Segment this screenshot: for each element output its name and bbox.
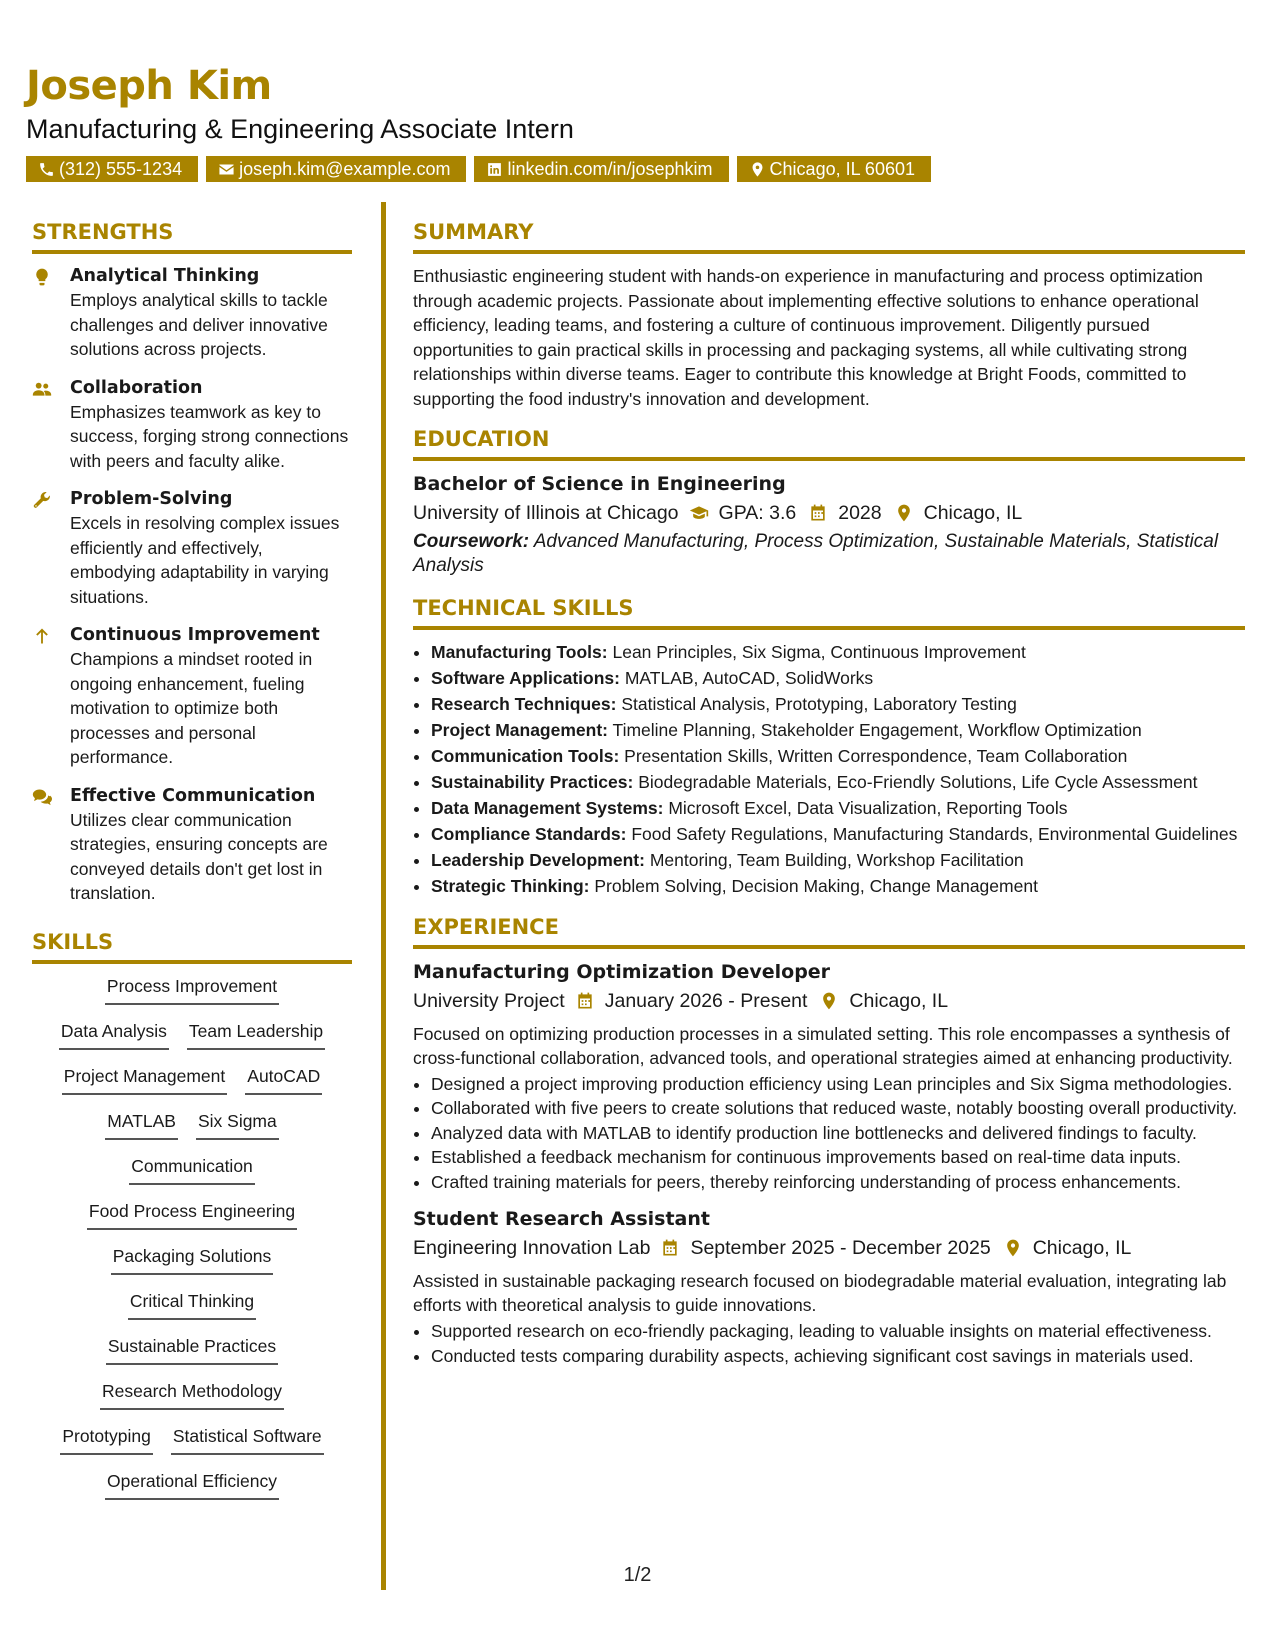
strength-name: Analytical Thinking <box>70 266 260 286</box>
technical-skill-item <box>431 744 1245 769</box>
technical-skill-label: Communication Tools: <box>431 746 620 766</box>
technical-skill-label: Software Applications: <box>431 668 620 688</box>
education-school: University of Illinois at Chicago <box>413 502 679 524</box>
strength-name: Collaboration <box>70 377 203 398</box>
job-org: Engineering Innovation Lab <box>413 1237 651 1259</box>
strength-name: Problem-Solving <box>70 489 233 509</box>
technical-skill-item <box>431 666 1245 691</box>
users-icon <box>32 379 52 399</box>
technical-skill-value: MATLAB, AutoCAD, SolidWorks <box>624 668 874 688</box>
skill-tag: Operational Efficiency <box>105 1469 279 1500</box>
contact-linkedin[interactable] <box>474 156 728 182</box>
job-description: Focused on optimizing production processes in a simulated setting. This role encompasses a synthesis of cross-functional collaboration, advanced tools, and operational strategies aimed at enhancing productivity. <box>413 1023 1233 1068</box>
technical-skills-heading: TECHNICAL SKILLS <box>413 594 1245 630</box>
technical-skill-item <box>431 848 1245 873</box>
coursework-label: Coursework: <box>413 531 530 552</box>
lightbulb-icon <box>32 267 52 287</box>
linkedin-icon <box>486 161 503 178</box>
candidate-title: Manufacturing & Engineering Associate Intern <box>26 114 574 144</box>
skill-tag: Statistical Software <box>171 1424 324 1455</box>
technical-skill-value: Problem Solving, Decision Making, Change Management <box>594 876 1038 896</box>
strengths-heading: STRENGTHS <box>32 218 352 254</box>
right-column <box>413 218 1245 1380</box>
strength-item <box>32 623 352 770</box>
envelope-icon <box>218 161 235 178</box>
job-title: Student Research Assistant <box>413 1208 710 1230</box>
technical-skill-value: Food Safety Regulations, Manufacturing Standards, Environmental Guidelines <box>631 824 1238 844</box>
skill-tag: AutoCAD <box>245 1064 322 1095</box>
skills-row <box>100 1379 284 1424</box>
skills-row <box>106 1334 278 1379</box>
comments-icon <box>32 787 52 807</box>
column-divider <box>381 202 386 1590</box>
education-degree: Bachelor of Science in Engineering <box>413 473 786 495</box>
strength-item <box>32 784 352 906</box>
skills-row <box>105 1109 279 1154</box>
strength-item <box>32 264 352 362</box>
contact-email-text: joseph.kim@example.com <box>239 159 451 179</box>
contact-linkedin-text: linkedin.com/in/josephkim <box>507 159 713 179</box>
education-heading: EDUCATION <box>413 425 1245 461</box>
contact-phone[interactable] <box>26 156 198 182</box>
job-bullet: • Supported research on eco-friendly packaging, leading to valuable insights on material effectiveness. <box>431 1319 1245 1344</box>
strength-desc: Utilizes clear communication strategies, ensuring concepts are conveyed details don't get lost in translation. <box>70 809 328 903</box>
technical-skill-label: Manufacturing Tools: <box>431 642 608 662</box>
technical-skill-value: Biodegradable Materials, Eco-Friendly Solutions, Life Cycle Assessment <box>638 772 1198 792</box>
coursework-list: Advanced Manufacturing, Process Optimization, Sustainable Materials, Statistical Analysis <box>413 531 1219 576</box>
strength-item <box>32 487 352 609</box>
technical-skill-item <box>431 770 1245 795</box>
contact-location <box>737 156 931 182</box>
calendar-icon <box>808 503 828 523</box>
job-dates: September 2025 - December 2025 <box>690 1237 991 1259</box>
summary-heading: SUMMARY <box>413 218 1245 254</box>
technical-skill-label: Compliance Standards: <box>431 824 627 844</box>
summary-text: Enthusiastic engineering student with hands-on experience in manufacturing and process optimization through academic projects. Passionate about implementing effective solutions to enhance operational efficiency, leading teams, and fostering a culture of continuous improvement. Diligently pursued opportunities to gain practical skills in processing and packaging systems, all while cultivating strong relationships within diverse teams. Eager to contribute this knowledge at Bright Foods, committed to supporting the food industry's innovation and development. <box>413 266 1203 409</box>
job-bullet: • Designed a project improving production efficiency using Lean principles and Six Sigma methodologies. <box>431 1072 1245 1097</box>
contact-location-text: Chicago, IL 60601 <box>769 159 915 179</box>
technical-skill-label: Research Techniques: <box>431 694 617 714</box>
technical-skill-value: Microsoft Excel, Data Visualization, Reporting Tools <box>668 798 1068 818</box>
page-number: 1/2 <box>623 1564 652 1586</box>
job-bullet: • Analyzed data with MATLAB to identify production line bottlenecks and delivered findings to faculty. <box>431 1121 1245 1146</box>
coursework <box>413 530 1245 578</box>
strength-desc: Employs analytical skills to tackle challenges and deliver innovative solutions across projects. <box>70 290 328 359</box>
job-entry <box>413 959 1245 1195</box>
location-pin-icon <box>749 161 766 178</box>
calendar-icon <box>575 991 595 1011</box>
strength-item <box>32 376 352 474</box>
job-dates: January 2026 - Present <box>604 989 808 1012</box>
skill-tag: Food Process Engineering <box>87 1199 297 1230</box>
technical-skill-label: Data Management Systems: <box>431 798 664 818</box>
technical-skill-item <box>431 874 1245 899</box>
calendar-icon <box>660 1238 680 1258</box>
location-pin-icon <box>1003 1238 1023 1258</box>
job-bullet: • Established a feedback mechanism for continuous improvements based on real-time data inputs. <box>431 1145 1245 1170</box>
skill-tag: MATLAB <box>105 1109 178 1140</box>
skills-row <box>105 1469 279 1514</box>
skills-row <box>60 1424 323 1469</box>
skill-tag: Communication <box>129 1154 255 1185</box>
phone-icon <box>38 161 55 178</box>
job-bullets <box>413 1319 1245 1368</box>
technical-skill-value: Mentoring, Team Building, Workshop Facilitation <box>649 850 1024 870</box>
strength-name: Effective Communication <box>70 785 316 806</box>
contact-phone-text: (312) 555-1234 <box>59 159 183 179</box>
job-bullet: • Conducted tests comparing durability aspects, achieving significant cost savings in materials used. <box>431 1344 1245 1369</box>
skills-row <box>128 1289 256 1334</box>
job-meta <box>413 986 1245 1016</box>
technical-skill-item <box>431 718 1245 743</box>
strength-desc: Excels in resolving complex issues efficiently and effectively, embodying adaptability in varying situations. <box>70 513 340 607</box>
technical-skill-item <box>431 692 1245 717</box>
left-column <box>32 218 352 1514</box>
skills-row <box>87 1199 297 1244</box>
technical-skill-value: Presentation Skills, Written Correspondence, Team Collaboration <box>624 746 1128 766</box>
technical-skills-list <box>413 640 1245 899</box>
wrench-icon <box>32 490 52 510</box>
education-location: Chicago, IL <box>923 502 1023 524</box>
contact-email[interactable] <box>206 156 466 182</box>
skills-row <box>62 1064 322 1109</box>
skill-tag: Sustainable Practices <box>106 1334 278 1365</box>
skill-tag: Data Analysis <box>59 1019 169 1050</box>
skills-row <box>59 1019 325 1064</box>
contact-bar <box>26 156 1256 182</box>
strength-desc: Emphasizes teamwork as key to success, forging strong connections with peers and faculty alike. <box>70 401 349 471</box>
arrow-up-icon <box>32 626 52 646</box>
technical-skill-label: Sustainability Practices: <box>431 772 634 792</box>
skill-tag: Research Methodology <box>100 1379 284 1410</box>
location-pin-icon <box>819 991 839 1011</box>
job-title: Manufacturing Optimization Developer <box>413 960 831 983</box>
job-entry <box>413 1206 1245 1368</box>
technical-skill-value: Lean Principles, Six Sigma, Continuous Improvement <box>612 642 1026 662</box>
technical-skill-label: Project Management: <box>431 720 608 740</box>
skill-tag: Process Improvement <box>105 974 279 1005</box>
skills-row <box>129 1154 255 1199</box>
resume-header <box>26 62 1256 182</box>
skill-tag: Team Leadership <box>187 1019 325 1050</box>
education-gpa: GPA: 3.6 <box>718 502 797 524</box>
education-meta <box>413 498 1245 528</box>
skill-tag: Prototyping <box>60 1424 153 1455</box>
graduation-cap-icon <box>689 503 709 523</box>
technical-skill-item <box>431 796 1245 821</box>
job-location: Chicago, IL <box>1032 1237 1132 1259</box>
technical-skill-label: Leadership Development: <box>431 850 645 870</box>
skill-tag: Project Management <box>62 1064 227 1095</box>
skill-tag: Critical Thinking <box>128 1289 256 1320</box>
skills-row <box>105 974 279 1019</box>
experience-heading: EXPERIENCE <box>413 913 1245 949</box>
job-org: University Project <box>413 989 565 1012</box>
location-pin-icon <box>894 503 914 523</box>
job-bullets <box>413 1072 1245 1195</box>
job-location: Chicago, IL <box>849 989 949 1012</box>
technical-skill-item <box>431 822 1245 847</box>
skills-list <box>32 974 352 1514</box>
job-bullet: • Crafted training materials for peers, thereby reinforcing understanding of process enhancements. <box>431 1170 1245 1195</box>
experience-list <box>413 959 1245 1369</box>
strength-name: Continuous Improvement <box>70 625 320 645</box>
skills-heading: SKILLS <box>32 928 352 964</box>
education-year: 2028 <box>838 502 882 524</box>
skill-tag: Six Sigma <box>196 1109 279 1140</box>
job-bullet: • Collaborated with five peers to create solutions that reduced waste, notably boosting overall productivity. <box>431 1096 1245 1121</box>
skill-tag: Packaging Solutions <box>111 1244 274 1275</box>
job-meta <box>413 1233 1245 1263</box>
technical-skill-item <box>431 640 1245 665</box>
job-description: Assisted in sustainable packaging research focused on biodegradable material evaluation, integrating lab efforts with theoretical analysis to guide innovations. <box>413 1271 1227 1315</box>
technical-skill-value: Timeline Planning, Stakeholder Engagement, Workflow Optimization <box>612 720 1142 740</box>
candidate-name: Joseph Kim <box>26 63 272 109</box>
skills-row <box>111 1244 274 1289</box>
technical-skill-value: Statistical Analysis, Prototyping, Laboratory Testing <box>621 694 1017 714</box>
technical-skill-label: Strategic Thinking: <box>431 876 590 896</box>
strength-desc: Champions a mindset rooted in ongoing enhancement, fueling motivation to optimize both processes and personal performance. <box>70 649 313 767</box>
